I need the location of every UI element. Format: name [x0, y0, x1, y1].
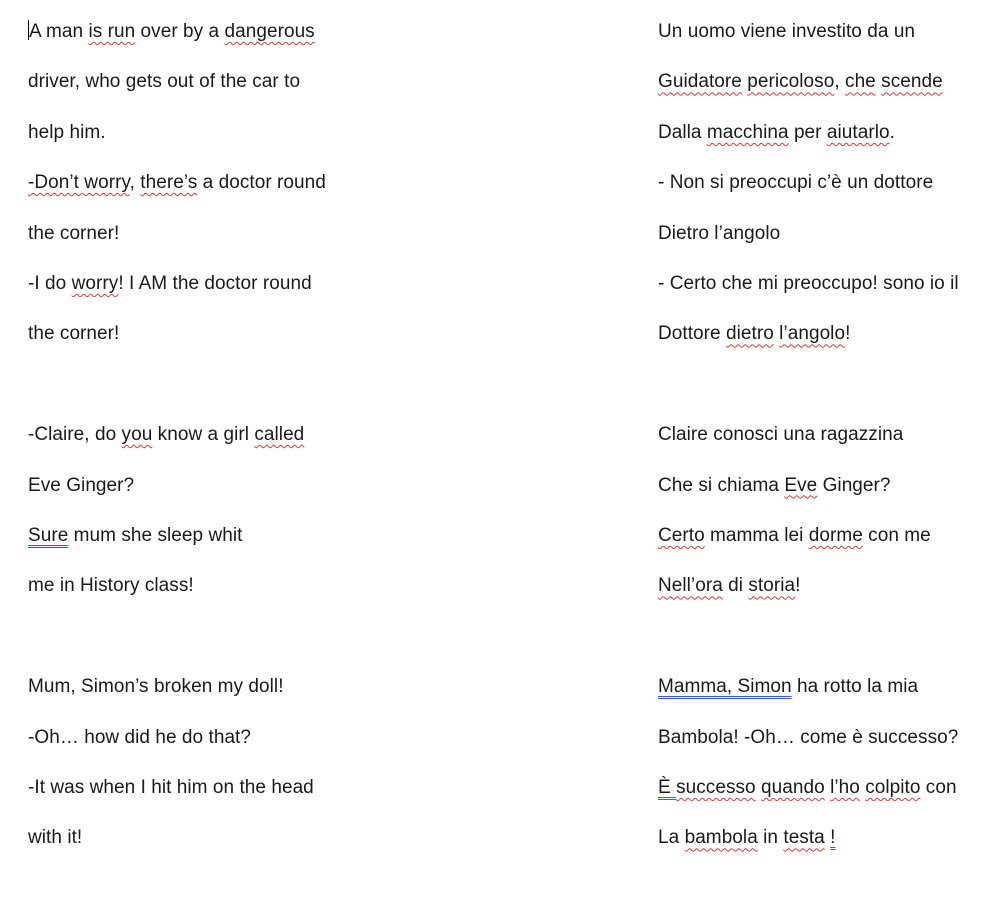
- spelling-flagged-word: Guidatore: [658, 71, 742, 93]
- text-segment: Dietro l’angolo: [658, 222, 781, 244]
- text-line: [658, 423, 903, 447]
- spelling-flagged-word: quando: [761, 777, 825, 798]
- text-line: [658, 222, 780, 246]
- spelling-flagged-word: che: [845, 71, 876, 93]
- text-segment: .: [889, 121, 895, 143]
- text-segment: Un uomo viene investito da un: [658, 21, 916, 42]
- text-segment: mamma lei: [704, 525, 809, 546]
- spelling-flagged-word: l’angolo: [779, 323, 846, 345]
- text-segment: a doctor round: [197, 172, 326, 194]
- text-line: [658, 524, 931, 548]
- spelling-flagged-word: successo: [676, 777, 756, 798]
- text-line: [28, 121, 106, 145]
- spelling-flagged-word: dangerous: [224, 21, 315, 42]
- grammar-flagged-word: Mamma, Simon: [658, 676, 792, 698]
- text-segment: ! I AM the doctor round: [118, 273, 312, 294]
- text-segment: Che si chiama: [658, 474, 785, 496]
- text-segment: Eve Ginger?: [28, 474, 135, 496]
- text-line: [28, 423, 304, 447]
- text-line: [658, 121, 895, 145]
- text-segment: me in History class!: [28, 575, 194, 597]
- text-segment: ,: [834, 71, 846, 93]
- text-line: [658, 171, 933, 195]
- text-line: [28, 70, 300, 94]
- spelling-flagged-word: testa: [783, 827, 825, 849]
- spelling-flagged-word: worry: [71, 273, 119, 294]
- text-segment: - Certo che mi preoccupo! sono io il: [658, 273, 959, 294]
- text-segment: Mum, Simon’s broken my doll!: [28, 676, 284, 698]
- spelling-flagged-word: l’ho: [830, 777, 860, 798]
- text-segment: con: [920, 777, 957, 798]
- text-line: [658, 322, 850, 346]
- text-line: [28, 222, 119, 246]
- text-line: [28, 776, 314, 800]
- spelling-flagged-word: dorme: [808, 525, 863, 546]
- text-line: [28, 675, 284, 699]
- text-segment: know a girl: [152, 424, 255, 446]
- spelling-flagged-word: dietro: [726, 323, 774, 345]
- spelling-flagged-word: called: [254, 424, 305, 446]
- grammar-flagged-word: È: [658, 777, 677, 798]
- spelling-flagged-word: you: [121, 424, 153, 446]
- text-segment: -It was when I hit him on the head: [28, 777, 314, 798]
- text-segment: con me: [862, 525, 931, 546]
- text-segment: over by a: [135, 21, 225, 42]
- spelling-flagged-word: Certo: [658, 525, 705, 546]
- text-line: [658, 474, 891, 498]
- text-line: [658, 675, 918, 699]
- text-line: [28, 574, 194, 598]
- grammar-flagged-word: !: [830, 827, 836, 849]
- text-line: [28, 524, 242, 548]
- text-segment: di: [722, 575, 749, 597]
- text-segment: Ginger?: [817, 474, 891, 496]
- spelling-flagged-word: is run: [88, 21, 136, 42]
- spelling-flagged-word: Eve: [784, 474, 818, 496]
- spelling-flagged-word: -Don’t worry: [28, 172, 130, 194]
- text-segment: with it!: [28, 827, 83, 849]
- text-segment: La: [658, 827, 685, 849]
- text-line: [658, 776, 957, 800]
- text-segment: Bambola! -Oh… come è successo?: [658, 726, 959, 748]
- text-segment: in: [757, 827, 784, 849]
- text-segment: -Oh… how did he do that?: [28, 726, 252, 748]
- spelling-flagged-word: storia: [748, 575, 796, 597]
- text-line: [28, 474, 134, 498]
- text-line: [658, 70, 943, 94]
- text-segment: ha rotto la mia: [791, 676, 919, 698]
- text-segment: A man: [29, 21, 89, 42]
- text-line: [28, 726, 251, 750]
- text-segment: Claire conosci una ragazzina: [658, 424, 904, 446]
- text-segment: the corner!: [28, 323, 120, 345]
- spelling-flagged-word: macchina: [706, 121, 789, 143]
- spelling-flagged-word: pericoloso: [747, 71, 835, 93]
- text-segment: help him.: [28, 121, 106, 143]
- grammar-flagged-word: Sure: [28, 525, 69, 546]
- text-segment: Dottore: [658, 323, 726, 345]
- spelling-flagged-word: Nell’ora: [658, 575, 723, 597]
- text-line: [658, 574, 800, 598]
- text-segment: -Claire, do: [28, 424, 122, 446]
- text-segment: mum she sleep whit: [68, 525, 243, 546]
- text-segment: ,: [129, 172, 141, 194]
- spelling-flagged-word: colpito: [865, 777, 921, 798]
- text-segment: per: [788, 121, 827, 143]
- text-segment: !: [845, 323, 851, 345]
- text-line: [28, 322, 119, 346]
- text-line: [658, 826, 836, 850]
- text-line: [658, 272, 959, 296]
- text-line: [28, 20, 315, 44]
- spelling-flagged-word: scende: [881, 71, 943, 93]
- text-segment: the corner!: [28, 222, 120, 244]
- text-line: [28, 171, 326, 195]
- text-segment: !: [795, 575, 801, 597]
- spelling-flagged-word: there’s: [140, 172, 198, 194]
- text-segment: driver, who gets out of the car to: [28, 71, 301, 93]
- text-line: [658, 726, 958, 750]
- spelling-flagged-word: aiutarlo: [826, 121, 890, 143]
- text-line: [28, 272, 312, 296]
- text-line: [28, 826, 82, 850]
- text-line: [658, 20, 915, 44]
- text-segment: Dalla: [658, 121, 707, 143]
- text-segment: -I do: [28, 273, 72, 294]
- spelling-flagged-word: bambola: [684, 827, 758, 849]
- text-segment: - Non si preoccupi c’è un dottore: [658, 172, 934, 194]
